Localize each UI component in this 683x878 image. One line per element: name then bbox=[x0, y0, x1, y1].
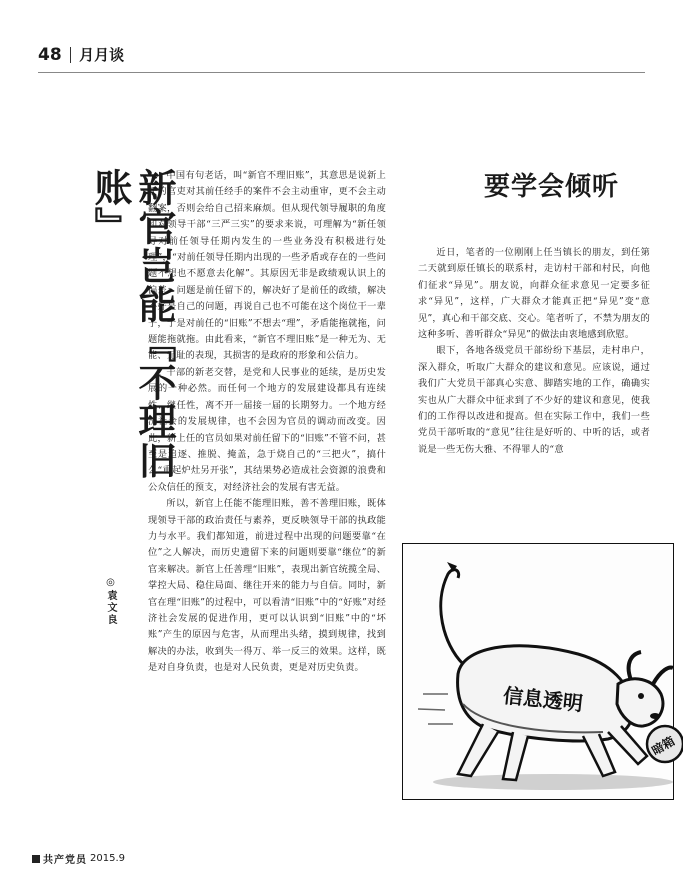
dark-box-label: 暗箱 bbox=[649, 733, 678, 758]
left-article-title: 新官岂能『不理旧账』 bbox=[88, 168, 176, 480]
bull-front-leg-2 bbox=[608, 726, 647, 764]
left-article-body bbox=[148, 168, 386, 677]
bull-horn-left bbox=[629, 652, 641, 680]
bull-cartoon-illustration bbox=[403, 544, 678, 799]
header-divider bbox=[70, 47, 72, 63]
author-mark: ◎ bbox=[105, 577, 116, 590]
page-number: 48 bbox=[38, 44, 62, 65]
bull-eye bbox=[638, 693, 644, 699]
right-paragraph-1: 近日，笔者的一位刚刚上任当镇长的朋友，到任第二天就到原任镇长的联系村，走访村干部和村民，向他们征求“异见”。朋友说，向群众征求意见一定要多征求“异见”，这样，广大群众才能真正把“异见”变“意见”，真心和干部交底、交心。笔者听了，不禁为朋友的这种多听、善听群众“异见”的做法由衷地感到欣慰。 bbox=[418, 247, 650, 341]
left-paragraph-1: 中国有句老话，叫“新官不理旧账”，其意思是说新上任的官吏对其前任经手的案件不会主动重审，更不会主动翻案，否则会给自己招来麻烦。但从现代领导履职的角度和对领导干部“三严三实”的要求来说，可理解为“新任领导对前任领导任期内发生的一些业务没有积极进行处理”，“对前任领导任期内出现的一些矛盾或存在的一些问题不想也不愿意去化解”。其原因无非是政绩观认识上的偏差：问题是前任留下的，解决好了是前任的政绩，解决不好是自己的问题，再说自己也不可能在这个岗位干一辈子，于是对前任的“旧账”不想去“理”，矛盾能拖就拖，问题能拖就拖。由此看来，“新官不理旧账”是一种无为、无能、无耻的表现，其损害的是政府的形象和公信力。 bbox=[148, 170, 386, 362]
motion-lines bbox=[418, 694, 453, 724]
bull-label: 信息透明 bbox=[501, 683, 585, 716]
page-header bbox=[38, 44, 124, 65]
author-byline bbox=[103, 577, 118, 626]
page-footer bbox=[32, 851, 125, 866]
bull-horn-right bbox=[653, 668, 673, 684]
issue-number: 2015.9 bbox=[90, 853, 125, 864]
right-article-title: 要学会倾听 bbox=[484, 172, 620, 202]
bull-front-leg-1 bbox=[583, 734, 615, 776]
bull-back-leg-2 bbox=[503, 732, 528, 780]
bull-nostril bbox=[650, 713, 660, 719]
author-name: 袁文良 bbox=[105, 590, 116, 626]
bull-tail bbox=[441, 570, 463, 664]
editorial-cartoon bbox=[402, 543, 678, 800]
section-name: 月月谈 bbox=[79, 46, 125, 64]
right-article-body bbox=[418, 245, 650, 458]
left-paragraph-3: 所以，新官上任能不能理旧账，善不善理旧账，既体现领导干部的政治责任与素养，更反映领导干部的执政能力与水平。我们都知道，前进过程中出现的问题要靠“在位”之人解决，而历史遗留下来的问题则要靠“继位”的新官来解决。新官上任善理“旧账”，表现出新官统揽全局、掌控大局、稳住局面、继往开来的能力与自信。同时，新官在理“旧账”的过程中，可以看清“旧账”中的“好账”对经济社会发展的促进作用，更可以认识到“旧账”中的“坏账”产生的原因与危害，从而理出头绪，摸到规律，找到解决的办法，收到失一得万、举一反三的效果。这样，既是对自身负责，也是对人民负责，更是对历史负责。 bbox=[148, 498, 386, 674]
right-paragraph-2: 眼下，各地各级党员干部纷纷下基层，走村串户，深入群众，听取广大群众的建议和意见。应该说，通过我们广大党员干部真心实意、脚踏实地的工作，确确实实也从广大群众中征求到了不少好的建议和意见，使我们的工作得以改进和提高。但在实际工作中，我们一些党员干部听取的“意见”往往是好听的、中听的话，或者说是一些无伤大雅、不得罪人的“意 bbox=[418, 345, 650, 455]
bull-back-leg-1 bbox=[458, 724, 498, 776]
left-paragraph-2: 干部的新老交替，是党和人民事业的延续，是历史发展的一种必然。而任何一个地方的发展建设都具有连续性、继任性，离不开一届接一届的长期努力。一个地方经济社会的发展规律，也不会因为官员的调动而改变。因此，新上任的官员如果对前任留下的“旧账”不管不问，甚至是追逐、推脱、掩盖，急于烧自己的“三把火”，搞什么“重起炉灶另开张”，其结果势必造成社会资源的浪费和公众信任的预支，对经济社会的发展有害无益。 bbox=[148, 366, 386, 493]
magazine-name: 共产党员 bbox=[43, 855, 87, 866]
header-rule bbox=[38, 72, 645, 73]
magazine-logo-icon bbox=[32, 855, 40, 863]
